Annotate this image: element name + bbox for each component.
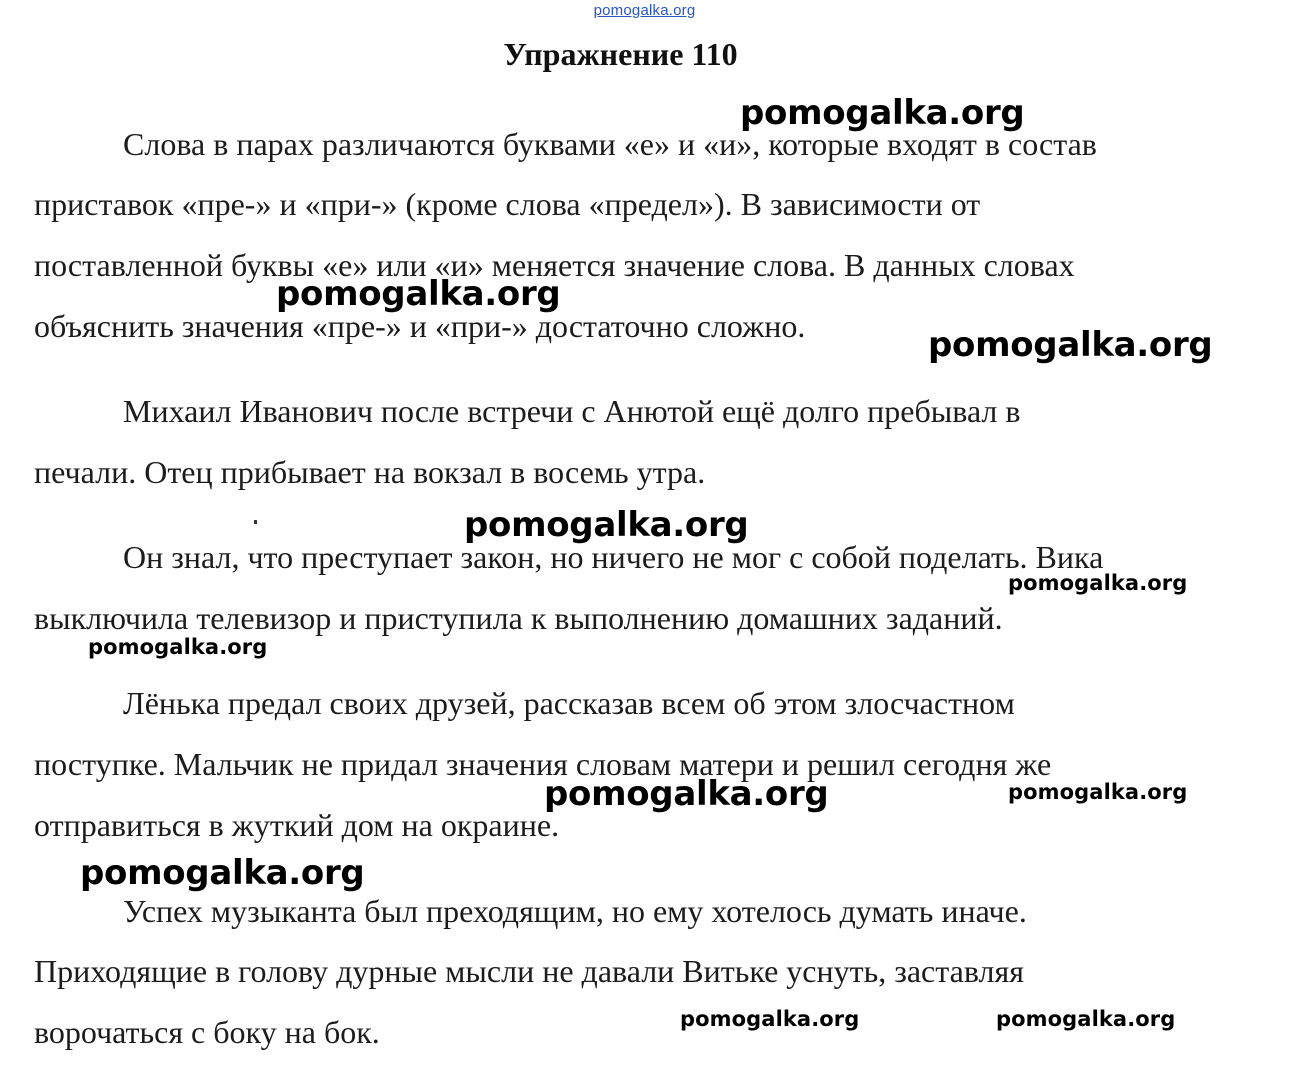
paragraph-line: поступке. Мальчик не придал значения словам матери и решил сегодня же — [34, 746, 1052, 782]
watermark: pomogalka.org — [80, 853, 365, 893]
watermark: pomogalka.org — [88, 635, 268, 659]
watermark: pomogalka.org — [464, 505, 749, 545]
paragraph-line: поставленной буквы «е» или «и» меняется значение слова. В данных словах — [34, 247, 1075, 283]
paragraph-line: отправиться в жуткий дом на окраине. — [34, 807, 560, 843]
source-site-link[interactable]: pomogalka.org — [593, 2, 696, 19]
watermark: pomogalka.org — [276, 274, 561, 314]
paragraph-line: Он знал, что преступает закон, но ничего не мог с собой поделать. Вика — [123, 539, 1104, 575]
paragraph-line: приставок «пре-» и «при-» (кроме слова «предел»). В зависимости от — [34, 186, 981, 222]
paragraph-line: Лёнька предал своих друзей, рассказав всем об этом злосчастном — [123, 685, 1015, 721]
paragraph-line: ворочаться с боку на бок. — [34, 1014, 380, 1050]
watermark: pomogalka.org — [544, 774, 829, 814]
paragraph-line: Слова в парах различаются буквами «е» и «и», которые входят в состав — [123, 126, 1097, 162]
scan-speck — [254, 520, 257, 524]
paragraph-line: Успех музыканта был преходящим, но ему хотелось думать иначе. — [123, 893, 1027, 929]
watermark: pomogalka.org — [996, 1007, 1176, 1031]
paragraph-line: Михаил Иванович после встречи с Анютой ещё долго пребывал в — [123, 393, 1021, 429]
watermark: pomogalka.org — [1008, 780, 1188, 804]
watermark: pomogalka.org — [1008, 571, 1188, 595]
paragraph-line: выключила телевизор и приступила к выполнению домашних заданий. — [34, 600, 1003, 636]
paragraph-line: печали. Отец прибывает на вокзал в восемь утра. — [34, 454, 706, 490]
paragraph-line: объяснить значения «пре-» и «при-» достаточно сложно. — [34, 308, 806, 344]
watermark: pomogalka.org — [928, 325, 1213, 365]
watermark: pomogalka.org — [740, 93, 1025, 133]
exercise-title: Упражнение 110 — [503, 36, 738, 72]
paragraph-line: Приходящие в голову дурные мысли не давали Витьке уснуть, заставляя — [34, 953, 1024, 989]
watermark: pomogalka.org — [680, 1007, 860, 1031]
